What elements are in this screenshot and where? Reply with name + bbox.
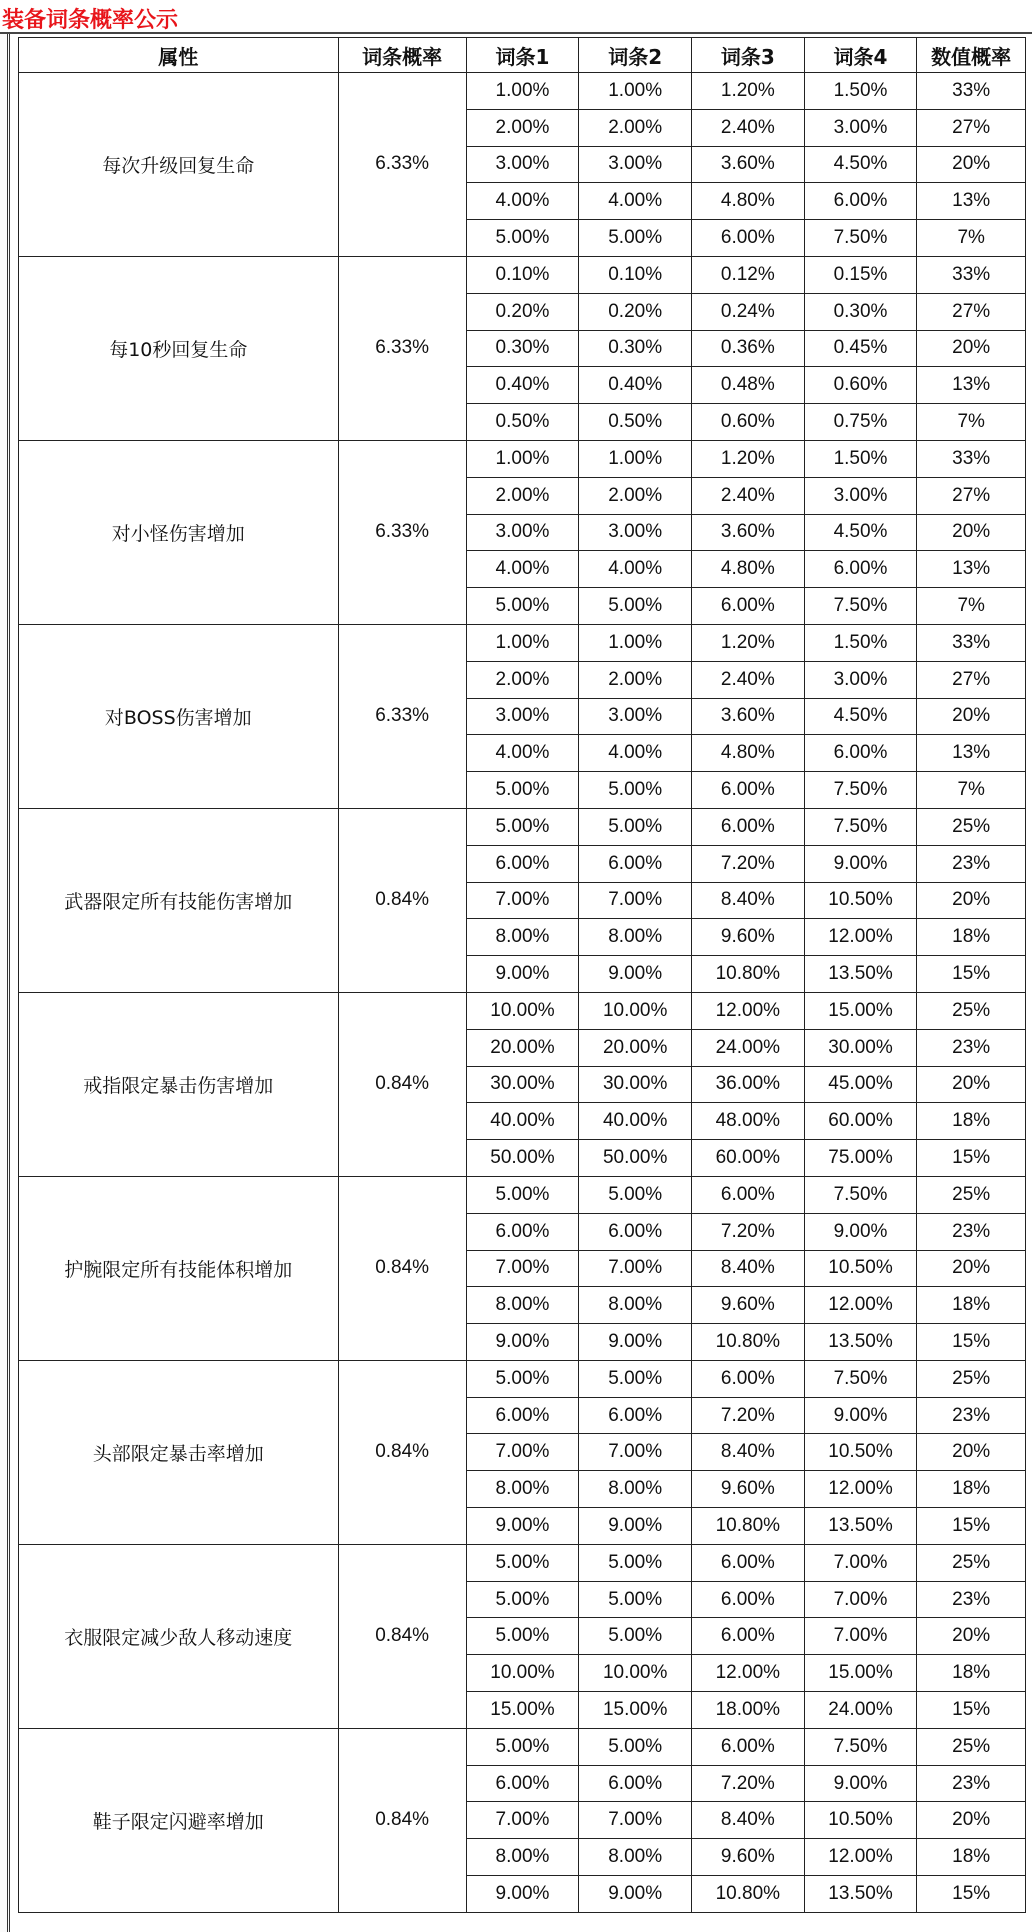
affix-1-cell: 6.00% <box>466 845 579 882</box>
affix-4-cell: 7.00% <box>804 1544 917 1581</box>
affix-4-cell: 13.50% <box>804 1876 917 1913</box>
value-probability-cell: 25% <box>917 1360 1026 1397</box>
affix-4-cell: 7.50% <box>804 808 917 845</box>
attribute-cell: 每10秒回复生命 <box>19 256 339 440</box>
value-probability-cell: 27% <box>917 661 1026 698</box>
value-probability-cell: 20% <box>917 1434 1026 1471</box>
affix-4-cell: 60.00% <box>804 1103 917 1140</box>
attribute-cell: 衣服限定减少敌人移动速度 <box>19 1544 339 1728</box>
affix-2-cell: 0.40% <box>579 367 692 404</box>
value-probability-cell: 23% <box>917 1213 1026 1250</box>
affix-4-cell: 3.00% <box>804 477 917 514</box>
affix-3-cell: 8.40% <box>692 882 805 919</box>
affix-3-cell: 24.00% <box>692 1029 805 1066</box>
affix-3-cell: 2.40% <box>692 477 805 514</box>
affix-4-cell: 10.50% <box>804 1434 917 1471</box>
affix-3-cell: 12.00% <box>692 1655 805 1692</box>
affix-3-cell: 8.40% <box>692 1250 805 1287</box>
affix-1-cell: 6.00% <box>466 1213 579 1250</box>
affix-1-cell: 5.00% <box>466 772 579 809</box>
affix-4-cell: 7.50% <box>804 772 917 809</box>
affix-1-cell: 7.00% <box>466 882 579 919</box>
affix-3-cell: 0.12% <box>692 256 805 293</box>
affix-3-cell: 36.00% <box>692 1066 805 1103</box>
attribute-cell: 头部限定暴击率增加 <box>19 1360 339 1544</box>
affix-2-cell: 4.00% <box>579 551 692 588</box>
affix-2-cell: 3.00% <box>579 146 692 183</box>
header-affix-4: 词条4 <box>804 38 917 73</box>
affix-1-cell: 2.00% <box>466 477 579 514</box>
affix-1-cell: 3.00% <box>466 698 579 735</box>
affix-1-cell: 0.20% <box>466 293 579 330</box>
value-probability-cell: 13% <box>917 735 1026 772</box>
value-probability-cell: 20% <box>917 882 1026 919</box>
affix-1-cell: 5.00% <box>466 220 579 257</box>
affix-3-cell: 1.20% <box>692 624 805 661</box>
affix-1-cell: 8.00% <box>466 1287 579 1324</box>
affix-probability-cell: 6.33% <box>338 73 466 257</box>
affix-1-cell: 1.00% <box>466 73 579 110</box>
table-row <box>19 624 1026 661</box>
affix-1-cell: 3.00% <box>466 514 579 551</box>
header-attribute: 属性 <box>19 38 339 73</box>
affix-1-cell: 9.00% <box>466 1876 579 1913</box>
affix-2-cell: 5.00% <box>579 1581 692 1618</box>
affix-3-cell: 3.60% <box>692 514 805 551</box>
affix-3-cell: 6.00% <box>692 808 805 845</box>
affix-probability-cell: 0.84% <box>338 1176 466 1360</box>
affix-probability-cell: 0.84% <box>338 992 466 1176</box>
value-probability-cell: 18% <box>917 919 1026 956</box>
affix-2-cell: 7.00% <box>579 882 692 919</box>
value-probability-cell: 18% <box>917 1287 1026 1324</box>
affix-3-cell: 7.20% <box>692 1213 805 1250</box>
affix-1-cell: 1.00% <box>466 624 579 661</box>
affix-3-cell: 6.00% <box>692 1544 805 1581</box>
affix-4-cell: 10.50% <box>804 1802 917 1839</box>
affix-1-cell: 15.00% <box>466 1692 579 1729</box>
affix-3-cell: 3.60% <box>692 698 805 735</box>
affix-2-cell: 40.00% <box>579 1103 692 1140</box>
affix-3-cell: 3.60% <box>692 146 805 183</box>
affix-4-cell: 7.50% <box>804 220 917 257</box>
affix-3-cell: 7.20% <box>692 1397 805 1434</box>
header-value-probability: 数值概率 <box>917 38 1026 73</box>
affix-1-cell: 6.00% <box>466 1397 579 1434</box>
header-affix-2: 词条2 <box>579 38 692 73</box>
table-row <box>19 992 1026 1029</box>
affix-1-cell: 0.50% <box>466 404 579 441</box>
header-affix-probability: 词条概率 <box>338 38 466 73</box>
affix-4-cell: 15.00% <box>804 1655 917 1692</box>
affix-2-cell: 1.00% <box>579 440 692 477</box>
affix-3-cell: 10.80% <box>692 956 805 993</box>
affix-3-cell: 12.00% <box>692 992 805 1029</box>
affix-4-cell: 12.00% <box>804 1839 917 1876</box>
affix-1-cell: 5.00% <box>466 1618 579 1655</box>
affix-3-cell: 1.20% <box>692 440 805 477</box>
affix-probability-cell: 6.33% <box>338 256 466 440</box>
affix-2-cell: 7.00% <box>579 1434 692 1471</box>
value-probability-cell: 7% <box>917 772 1026 809</box>
value-probability-cell: 25% <box>917 1544 1026 1581</box>
value-probability-cell: 23% <box>917 1765 1026 1802</box>
affix-3-cell: 10.80% <box>692 1508 805 1545</box>
value-probability-cell: 25% <box>917 1176 1026 1213</box>
affix-4-cell: 4.50% <box>804 698 917 735</box>
value-probability-cell: 27% <box>917 293 1026 330</box>
value-probability-cell: 13% <box>917 183 1026 220</box>
affix-1-cell: 7.00% <box>466 1802 579 1839</box>
affix-2-cell: 3.00% <box>579 698 692 735</box>
affix-2-cell: 10.00% <box>579 1655 692 1692</box>
value-probability-cell: 23% <box>917 845 1026 882</box>
affix-1-cell: 4.00% <box>466 735 579 772</box>
affix-2-cell: 5.00% <box>579 808 692 845</box>
affix-4-cell: 9.00% <box>804 1213 917 1250</box>
attribute-cell: 护腕限定所有技能体积增加 <box>19 1176 339 1360</box>
value-probability-cell: 20% <box>917 1250 1026 1287</box>
affix-1-cell: 0.40% <box>466 367 579 404</box>
affix-1-cell: 50.00% <box>466 1140 579 1177</box>
value-probability-cell: 27% <box>917 477 1026 514</box>
affix-1-cell: 5.00% <box>466 1544 579 1581</box>
value-probability-cell: 20% <box>917 1802 1026 1839</box>
value-probability-cell: 7% <box>917 220 1026 257</box>
affix-4-cell: 75.00% <box>804 1140 917 1177</box>
attribute-cell: 鞋子限定闪避率增加 <box>19 1728 339 1912</box>
affix-3-cell: 18.00% <box>692 1692 805 1729</box>
affix-2-cell: 9.00% <box>579 1876 692 1913</box>
affix-4-cell: 6.00% <box>804 551 917 588</box>
value-probability-cell: 25% <box>917 992 1026 1029</box>
affix-2-cell: 0.20% <box>579 293 692 330</box>
affix-probability-cell: 0.84% <box>338 1360 466 1544</box>
affix-3-cell: 6.00% <box>692 220 805 257</box>
table-row <box>19 1176 1026 1213</box>
affix-4-cell: 13.50% <box>804 956 917 993</box>
affix-3-cell: 6.00% <box>692 1360 805 1397</box>
value-probability-cell: 7% <box>917 404 1026 441</box>
value-probability-cell: 18% <box>917 1839 1026 1876</box>
affix-1-cell: 9.00% <box>466 1324 579 1361</box>
value-probability-cell: 18% <box>917 1655 1026 1692</box>
affix-2-cell: 5.00% <box>579 1544 692 1581</box>
affix-2-cell: 5.00% <box>579 1728 692 1765</box>
affix-3-cell: 4.80% <box>692 183 805 220</box>
table-row <box>19 1544 1026 1581</box>
affix-3-cell: 6.00% <box>692 1728 805 1765</box>
affix-3-cell: 2.40% <box>692 109 805 146</box>
affix-2-cell: 4.00% <box>579 183 692 220</box>
value-probability-cell: 25% <box>917 808 1026 845</box>
affix-3-cell: 6.00% <box>692 1618 805 1655</box>
affix-1-cell: 3.00% <box>466 146 579 183</box>
affix-2-cell: 5.00% <box>579 1618 692 1655</box>
affix-3-cell: 6.00% <box>692 772 805 809</box>
affix-4-cell: 3.00% <box>804 109 917 146</box>
affix-4-cell: 7.00% <box>804 1618 917 1655</box>
affix-4-cell: 9.00% <box>804 845 917 882</box>
attribute-cell: 戒指限定暴击伤害增加 <box>19 992 339 1176</box>
affix-4-cell: 1.50% <box>804 624 917 661</box>
table-row <box>19 1728 1026 1765</box>
value-probability-cell: 18% <box>917 1471 1026 1508</box>
affix-2-cell: 7.00% <box>579 1802 692 1839</box>
value-probability-cell: 13% <box>917 551 1026 588</box>
header-affix-1: 词条1 <box>466 38 579 73</box>
affix-probability-cell: 0.84% <box>338 808 466 992</box>
affix-4-cell: 0.75% <box>804 404 917 441</box>
value-probability-cell: 20% <box>917 1066 1026 1103</box>
affix-1-cell: 2.00% <box>466 109 579 146</box>
affix-4-cell: 6.00% <box>804 735 917 772</box>
value-probability-cell: 20% <box>917 146 1026 183</box>
value-probability-cell: 33% <box>917 73 1026 110</box>
affix-3-cell: 48.00% <box>692 1103 805 1140</box>
header-row <box>19 38 1026 73</box>
probability-table <box>18 37 1026 1913</box>
affix-1-cell: 30.00% <box>466 1066 579 1103</box>
affix-4-cell: 13.50% <box>804 1508 917 1545</box>
affix-4-cell: 0.30% <box>804 293 917 330</box>
affix-3-cell: 8.40% <box>692 1434 805 1471</box>
affix-1-cell: 2.00% <box>466 661 579 698</box>
value-probability-cell: 7% <box>917 588 1026 625</box>
affix-2-cell: 4.00% <box>579 735 692 772</box>
affix-2-cell: 3.00% <box>579 514 692 551</box>
affix-1-cell: 4.00% <box>466 183 579 220</box>
affix-1-cell: 7.00% <box>466 1250 579 1287</box>
attribute-cell: 对BOSS伤害增加 <box>19 624 339 808</box>
table-row <box>19 73 1026 110</box>
affix-4-cell: 1.50% <box>804 440 917 477</box>
affix-1-cell: 5.00% <box>466 808 579 845</box>
affix-3-cell: 7.20% <box>692 845 805 882</box>
affix-2-cell: 9.00% <box>579 956 692 993</box>
table-row <box>19 256 1026 293</box>
affix-1-cell: 10.00% <box>466 992 579 1029</box>
affix-probability-cell: 6.33% <box>338 624 466 808</box>
affix-4-cell: 1.50% <box>804 73 917 110</box>
affix-4-cell: 13.50% <box>804 1324 917 1361</box>
affix-3-cell: 7.20% <box>692 1765 805 1802</box>
affix-1-cell: 5.00% <box>466 1581 579 1618</box>
affix-4-cell: 4.50% <box>804 146 917 183</box>
affix-2-cell: 5.00% <box>579 1360 692 1397</box>
affix-3-cell: 9.60% <box>692 1839 805 1876</box>
affix-1-cell: 8.00% <box>466 1839 579 1876</box>
affix-2-cell: 6.00% <box>579 845 692 882</box>
affix-2-cell: 5.00% <box>579 220 692 257</box>
affix-2-cell: 5.00% <box>579 772 692 809</box>
affix-3-cell: 0.60% <box>692 404 805 441</box>
value-probability-cell: 23% <box>917 1581 1026 1618</box>
value-probability-cell: 18% <box>917 1103 1026 1140</box>
header-affix-3: 词条3 <box>692 38 805 73</box>
value-probability-cell: 13% <box>917 367 1026 404</box>
affix-3-cell: 4.80% <box>692 551 805 588</box>
affix-4-cell: 0.15% <box>804 256 917 293</box>
affix-1-cell: 6.00% <box>466 1765 579 1802</box>
affix-1-cell: 8.00% <box>466 919 579 956</box>
affix-4-cell: 7.50% <box>804 1728 917 1765</box>
affix-3-cell: 2.40% <box>692 661 805 698</box>
value-probability-cell: 20% <box>917 514 1026 551</box>
value-probability-cell: 27% <box>917 109 1026 146</box>
affix-2-cell: 0.30% <box>579 330 692 367</box>
value-probability-cell: 23% <box>917 1397 1026 1434</box>
affix-3-cell: 60.00% <box>692 1140 805 1177</box>
value-probability-cell: 15% <box>917 1692 1026 1729</box>
affix-2-cell: 8.00% <box>579 919 692 956</box>
affix-4-cell: 4.50% <box>804 514 917 551</box>
affix-2-cell: 5.00% <box>579 1176 692 1213</box>
affix-4-cell: 10.50% <box>804 882 917 919</box>
affix-2-cell: 2.00% <box>579 661 692 698</box>
affix-3-cell: 4.80% <box>692 735 805 772</box>
value-probability-cell: 15% <box>917 1508 1026 1545</box>
affix-2-cell: 2.00% <box>579 109 692 146</box>
affix-4-cell: 7.50% <box>804 1176 917 1213</box>
affix-3-cell: 0.24% <box>692 293 805 330</box>
affix-1-cell: 40.00% <box>466 1103 579 1140</box>
affix-4-cell: 12.00% <box>804 1287 917 1324</box>
affix-2-cell: 20.00% <box>579 1029 692 1066</box>
affix-4-cell: 7.00% <box>804 1581 917 1618</box>
affix-4-cell: 24.00% <box>804 1692 917 1729</box>
value-probability-cell: 33% <box>917 256 1026 293</box>
affix-3-cell: 9.60% <box>692 1471 805 1508</box>
affix-2-cell: 2.00% <box>579 477 692 514</box>
affix-4-cell: 12.00% <box>804 1471 917 1508</box>
value-probability-cell: 15% <box>917 1324 1026 1361</box>
value-probability-cell: 33% <box>917 624 1026 661</box>
affix-1-cell: 8.00% <box>466 1471 579 1508</box>
affix-1-cell: 9.00% <box>466 956 579 993</box>
affix-4-cell: 30.00% <box>804 1029 917 1066</box>
affix-2-cell: 1.00% <box>579 73 692 110</box>
affix-4-cell: 0.60% <box>804 367 917 404</box>
affix-3-cell: 6.00% <box>692 588 805 625</box>
affix-2-cell: 30.00% <box>579 1066 692 1103</box>
affix-2-cell: 9.00% <box>579 1508 692 1545</box>
title-bar <box>0 0 1032 34</box>
affix-4-cell: 12.00% <box>804 919 917 956</box>
affix-2-cell: 6.00% <box>579 1765 692 1802</box>
affix-1-cell: 5.00% <box>466 1360 579 1397</box>
value-probability-cell: 20% <box>917 1618 1026 1655</box>
affix-4-cell: 3.00% <box>804 661 917 698</box>
affix-3-cell: 1.20% <box>692 73 805 110</box>
affix-3-cell: 0.36% <box>692 330 805 367</box>
table-body <box>19 73 1026 1913</box>
affix-3-cell: 9.60% <box>692 919 805 956</box>
affix-4-cell: 7.50% <box>804 1360 917 1397</box>
affix-2-cell: 8.00% <box>579 1471 692 1508</box>
affix-3-cell: 10.80% <box>692 1324 805 1361</box>
affix-4-cell: 6.00% <box>804 183 917 220</box>
table-row <box>19 440 1026 477</box>
affix-3-cell: 8.40% <box>692 1802 805 1839</box>
value-probability-cell: 20% <box>917 698 1026 735</box>
left-border-strip <box>0 34 10 1932</box>
affix-2-cell: 5.00% <box>579 588 692 625</box>
affix-4-cell: 9.00% <box>804 1397 917 1434</box>
affix-2-cell: 9.00% <box>579 1324 692 1361</box>
affix-1-cell: 7.00% <box>466 1434 579 1471</box>
affix-2-cell: 10.00% <box>579 992 692 1029</box>
affix-2-cell: 1.00% <box>579 624 692 661</box>
affix-1-cell: 10.00% <box>466 1655 579 1692</box>
value-probability-cell: 15% <box>917 956 1026 993</box>
attribute-cell: 武器限定所有技能伤害增加 <box>19 808 339 992</box>
table-row <box>19 1360 1026 1397</box>
affix-2-cell: 15.00% <box>579 1692 692 1729</box>
affix-1-cell: 4.00% <box>466 551 579 588</box>
table-row <box>19 808 1026 845</box>
attribute-cell: 每次升级回复生命 <box>19 73 339 257</box>
affix-2-cell: 0.10% <box>579 256 692 293</box>
affix-1-cell: 0.10% <box>466 256 579 293</box>
affix-3-cell: 6.00% <box>692 1581 805 1618</box>
affix-1-cell: 20.00% <box>466 1029 579 1066</box>
affix-4-cell: 7.50% <box>804 588 917 625</box>
affix-2-cell: 0.50% <box>579 404 692 441</box>
value-probability-cell: 15% <box>917 1876 1026 1913</box>
affix-4-cell: 10.50% <box>804 1250 917 1287</box>
value-probability-cell: 23% <box>917 1029 1026 1066</box>
affix-2-cell: 6.00% <box>579 1397 692 1434</box>
affix-probability-cell: 0.84% <box>338 1544 466 1728</box>
affix-probability-cell: 0.84% <box>338 1728 466 1912</box>
value-probability-cell: 33% <box>917 440 1026 477</box>
affix-4-cell: 45.00% <box>804 1066 917 1103</box>
affix-1-cell: 0.30% <box>466 330 579 367</box>
value-probability-cell: 15% <box>917 1140 1026 1177</box>
affix-3-cell: 6.00% <box>692 1176 805 1213</box>
affix-1-cell: 5.00% <box>466 588 579 625</box>
value-probability-cell: 20% <box>917 330 1026 367</box>
sheet-title: 装备词条概率公示 <box>2 8 179 33</box>
affix-4-cell: 9.00% <box>804 1765 917 1802</box>
affix-1-cell: 9.00% <box>466 1508 579 1545</box>
affix-2-cell: 8.00% <box>579 1839 692 1876</box>
affix-3-cell: 0.48% <box>692 367 805 404</box>
affix-2-cell: 7.00% <box>579 1250 692 1287</box>
affix-2-cell: 6.00% <box>579 1213 692 1250</box>
affix-2-cell: 50.00% <box>579 1140 692 1177</box>
affix-3-cell: 10.80% <box>692 1876 805 1913</box>
affix-4-cell: 15.00% <box>804 992 917 1029</box>
affix-1-cell: 5.00% <box>466 1176 579 1213</box>
attribute-cell: 对小怪伤害增加 <box>19 440 339 624</box>
affix-4-cell: 0.45% <box>804 330 917 367</box>
affix-2-cell: 8.00% <box>579 1287 692 1324</box>
value-probability-cell: 25% <box>917 1728 1026 1765</box>
affix-3-cell: 9.60% <box>692 1287 805 1324</box>
affix-1-cell: 5.00% <box>466 1728 579 1765</box>
affix-1-cell: 1.00% <box>466 440 579 477</box>
affix-probability-cell: 6.33% <box>338 440 466 624</box>
